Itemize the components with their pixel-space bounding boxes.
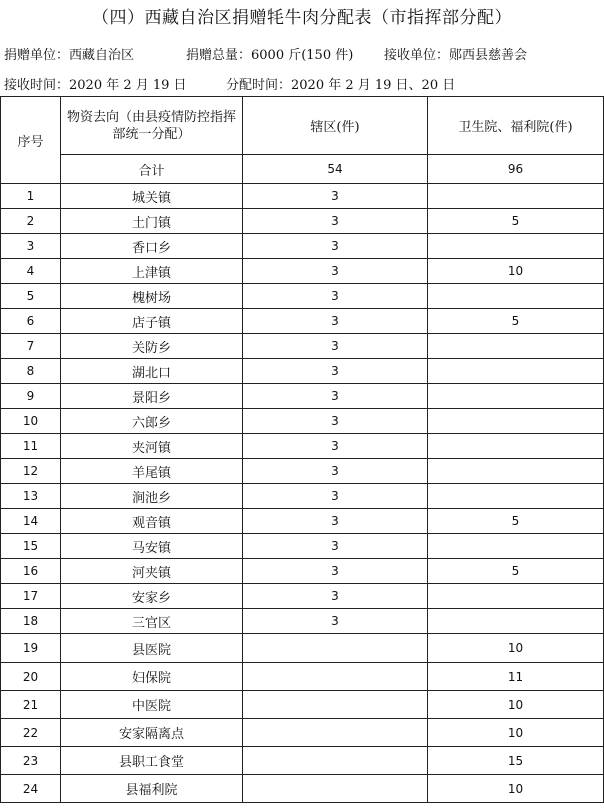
table-row bbox=[1, 691, 604, 719]
table-row bbox=[1, 509, 604, 534]
row-seq: 1 bbox=[1, 184, 61, 209]
row-name: 夹河镇 bbox=[61, 434, 243, 459]
row-seq: 3 bbox=[1, 234, 61, 259]
row-name: 妇保院 bbox=[61, 663, 243, 691]
row-district: 3 bbox=[243, 609, 428, 634]
row-hospitals bbox=[428, 584, 604, 609]
row-name: 县医院 bbox=[61, 634, 243, 663]
row-seq: 23 bbox=[1, 747, 61, 775]
table-row bbox=[1, 284, 604, 309]
row-name: 关防乡 bbox=[61, 334, 243, 359]
row-name: 槐树场 bbox=[61, 284, 243, 309]
row-district: 3 bbox=[243, 359, 428, 384]
table-row bbox=[1, 534, 604, 559]
table-row bbox=[1, 559, 604, 584]
header-seq: 序号 bbox=[1, 97, 61, 184]
row-name: 县职工食堂 bbox=[61, 747, 243, 775]
row-name: 县福利院 bbox=[61, 775, 243, 803]
row-hospitals bbox=[428, 384, 604, 409]
row-hospitals bbox=[428, 609, 604, 634]
table-row bbox=[1, 184, 604, 209]
row-district: 3 bbox=[243, 484, 428, 509]
row-district bbox=[243, 691, 428, 719]
table-row bbox=[1, 719, 604, 747]
row-district: 3 bbox=[243, 309, 428, 334]
row-district: 3 bbox=[243, 184, 428, 209]
row-name: 三官区 bbox=[61, 609, 243, 634]
table-row bbox=[1, 434, 604, 459]
row-hospitals bbox=[428, 459, 604, 484]
row-seq: 6 bbox=[1, 309, 61, 334]
table-row bbox=[1, 484, 604, 509]
row-seq: 21 bbox=[1, 691, 61, 719]
row-seq: 17 bbox=[1, 584, 61, 609]
row-name: 六郎乡 bbox=[61, 409, 243, 434]
table-row bbox=[1, 584, 604, 609]
row-district bbox=[243, 719, 428, 747]
row-name: 城关镇 bbox=[61, 184, 243, 209]
row-hospitals: 5 bbox=[428, 559, 604, 584]
table-row bbox=[1, 663, 604, 691]
row-hospitals bbox=[428, 534, 604, 559]
row-hospitals: 10 bbox=[428, 634, 604, 663]
row-district: 3 bbox=[243, 334, 428, 359]
row-seq: 11 bbox=[1, 434, 61, 459]
allocation-table bbox=[0, 96, 604, 803]
table-row bbox=[1, 747, 604, 775]
header-destination: 物资去向（由县疫情防控指挥部统一分配） bbox=[61, 97, 243, 155]
row-hospitals: 10 bbox=[428, 719, 604, 747]
table-row bbox=[1, 634, 604, 663]
header-district: 辖区(件) bbox=[243, 97, 428, 155]
row-name: 店子镇 bbox=[61, 309, 243, 334]
row-name: 安家隔离点 bbox=[61, 719, 243, 747]
table-row bbox=[1, 459, 604, 484]
row-hospitals bbox=[428, 234, 604, 259]
row-name: 安家乡 bbox=[61, 584, 243, 609]
row-hospitals: 5 bbox=[428, 509, 604, 534]
row-seq: 22 bbox=[1, 719, 61, 747]
row-hospitals bbox=[428, 184, 604, 209]
total-row bbox=[1, 155, 604, 184]
row-seq: 18 bbox=[1, 609, 61, 634]
table-header-row bbox=[1, 97, 604, 155]
row-name: 涧池乡 bbox=[61, 484, 243, 509]
row-hospitals: 10 bbox=[428, 775, 604, 803]
row-name: 上津镇 bbox=[61, 259, 243, 284]
row-seq: 15 bbox=[1, 534, 61, 559]
table-row bbox=[1, 409, 604, 434]
row-hospitals: 10 bbox=[428, 691, 604, 719]
row-hospitals: 5 bbox=[428, 209, 604, 234]
row-name: 河夹镇 bbox=[61, 559, 243, 584]
row-seq: 2 bbox=[1, 209, 61, 234]
row-hospitals: 11 bbox=[428, 663, 604, 691]
row-hospitals bbox=[428, 484, 604, 509]
row-seq: 7 bbox=[1, 334, 61, 359]
row-seq: 19 bbox=[1, 634, 61, 663]
row-hospitals: 15 bbox=[428, 747, 604, 775]
total-label: 合计 bbox=[61, 155, 243, 184]
row-hospitals bbox=[428, 409, 604, 434]
row-seq: 24 bbox=[1, 775, 61, 803]
row-seq: 8 bbox=[1, 359, 61, 384]
row-district: 3 bbox=[243, 434, 428, 459]
row-hospitals bbox=[428, 334, 604, 359]
row-seq: 9 bbox=[1, 384, 61, 409]
table-row bbox=[1, 359, 604, 384]
table-row bbox=[1, 334, 604, 359]
table-row bbox=[1, 775, 604, 803]
row-district bbox=[243, 634, 428, 663]
row-name: 土门镇 bbox=[61, 209, 243, 234]
row-seq: 5 bbox=[1, 284, 61, 309]
header-hospitals: 卫生院、福利院(件) bbox=[428, 97, 604, 155]
total-district: 54 bbox=[243, 155, 428, 184]
row-district: 3 bbox=[243, 559, 428, 584]
row-district: 3 bbox=[243, 384, 428, 409]
row-name: 马安镇 bbox=[61, 534, 243, 559]
row-district: 3 bbox=[243, 234, 428, 259]
row-name: 羊尾镇 bbox=[61, 459, 243, 484]
row-name: 湖北口 bbox=[61, 359, 243, 384]
row-seq: 14 bbox=[1, 509, 61, 534]
row-name: 香口乡 bbox=[61, 234, 243, 259]
total-hospitals: 96 bbox=[428, 155, 604, 184]
donor-info: 捐赠单位：西藏自治区 bbox=[4, 48, 135, 63]
row-hospitals bbox=[428, 359, 604, 384]
row-district: 3 bbox=[243, 534, 428, 559]
row-district: 3 bbox=[243, 209, 428, 234]
row-seq: 12 bbox=[1, 459, 61, 484]
row-district: 3 bbox=[243, 409, 428, 434]
row-district bbox=[243, 775, 428, 803]
allocation-time-info: 分配时间：2020 年 2 月 19 日、20 日 bbox=[226, 78, 456, 93]
row-district bbox=[243, 747, 428, 775]
row-hospitals bbox=[428, 284, 604, 309]
row-district: 3 bbox=[243, 584, 428, 609]
page-title: （四）西藏自治区捐赠牦牛肉分配表（市指挥部分配） bbox=[92, 8, 512, 28]
row-hospitals: 5 bbox=[428, 309, 604, 334]
row-hospitals bbox=[428, 434, 604, 459]
row-hospitals: 10 bbox=[428, 259, 604, 284]
row-name: 景阳乡 bbox=[61, 384, 243, 409]
total-info: 捐赠总量：6000 斤(150 件) bbox=[186, 48, 354, 63]
receiver-info: 接收单位：郧西县慈善会 bbox=[384, 48, 528, 63]
row-district: 3 bbox=[243, 284, 428, 309]
row-district bbox=[243, 663, 428, 691]
row-seq: 13 bbox=[1, 484, 61, 509]
row-name: 观音镇 bbox=[61, 509, 243, 534]
row-seq: 20 bbox=[1, 663, 61, 691]
row-name: 中医院 bbox=[61, 691, 243, 719]
row-seq: 16 bbox=[1, 559, 61, 584]
row-seq: 10 bbox=[1, 409, 61, 434]
table-row bbox=[1, 209, 604, 234]
row-seq: 4 bbox=[1, 259, 61, 284]
received-time-info: 接收时间：2020 年 2 月 19 日 bbox=[4, 78, 187, 93]
table-row bbox=[1, 259, 604, 284]
row-district: 3 bbox=[243, 459, 428, 484]
table-row bbox=[1, 609, 604, 634]
row-district: 3 bbox=[243, 509, 428, 534]
table-row bbox=[1, 384, 604, 409]
row-district: 3 bbox=[243, 259, 428, 284]
table-row bbox=[1, 234, 604, 259]
table-row bbox=[1, 309, 604, 334]
